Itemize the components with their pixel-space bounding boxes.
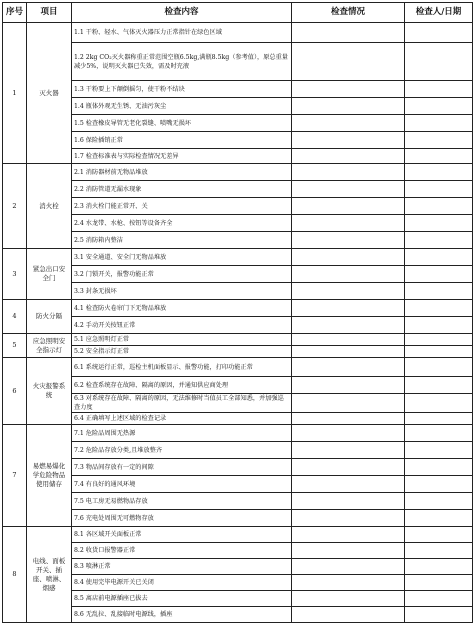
inspector-date-cell[interactable] xyxy=(405,132,473,149)
check-item-content: 1.2 2kg CO₂灭火器称重正常范围空瓶6.5kg,满瓶8.5kg（参考值），原总重量减少5%，说明灭火器已失效，需及时充液 xyxy=(72,43,292,81)
check-status-cell[interactable] xyxy=(292,23,405,43)
header-inspector: 检查人/日期 xyxy=(405,3,473,23)
inspector-date-cell[interactable] xyxy=(405,249,473,266)
table-row xyxy=(3,591,473,607)
table-row xyxy=(3,510,473,527)
check-status-cell[interactable] xyxy=(292,132,405,149)
check-status-cell[interactable] xyxy=(292,115,405,132)
inspector-date-cell[interactable] xyxy=(405,198,473,215)
check-status-cell[interactable] xyxy=(292,346,405,358)
inspector-date-cell[interactable] xyxy=(405,459,473,476)
group-number: 8 xyxy=(3,527,27,623)
group-item: 火灾报警系统 xyxy=(27,358,72,425)
check-item-content: 1.1 干粉、轻水、气体灭火器压力正常指针在绿色区域 xyxy=(72,23,292,43)
check-status-cell[interactable] xyxy=(292,164,405,181)
inspector-date-cell[interactable] xyxy=(405,81,473,98)
inspector-date-cell[interactable] xyxy=(405,232,473,249)
table-row xyxy=(3,198,473,215)
inspector-date-cell[interactable] xyxy=(405,23,473,43)
inspector-date-cell[interactable] xyxy=(405,591,473,607)
check-item-content: 8.6 无乱拉、乱接临时电源线，插座 xyxy=(72,607,292,623)
table-row xyxy=(3,442,473,459)
check-item-content: 7.1 危险品周围无热源 xyxy=(72,425,292,442)
inspector-date-cell[interactable] xyxy=(405,377,473,394)
table-row xyxy=(3,377,473,394)
inspector-date-cell[interactable] xyxy=(405,493,473,510)
check-status-cell[interactable] xyxy=(292,493,405,510)
inspection-table xyxy=(2,2,473,623)
inspector-date-cell[interactable] xyxy=(405,98,473,115)
table-row xyxy=(3,249,473,266)
header-row xyxy=(3,3,473,23)
table-row xyxy=(3,317,473,334)
check-status-cell[interactable] xyxy=(292,43,405,81)
group-number: 5 xyxy=(3,334,27,358)
check-status-cell[interactable] xyxy=(292,377,405,394)
check-status-cell[interactable] xyxy=(292,334,405,346)
check-item-content: 1.7 检查标准表与实际检查情况无差异 xyxy=(72,149,292,164)
inspector-date-cell[interactable] xyxy=(405,164,473,181)
check-status-cell[interactable] xyxy=(292,459,405,476)
check-item-content: 8.5 离店前电源插座已拔去 xyxy=(72,591,292,607)
group-item: 应急照明安全指示灯 xyxy=(27,334,72,358)
check-status-cell[interactable] xyxy=(292,181,405,198)
check-status-cell[interactable] xyxy=(292,394,405,413)
inspector-date-cell[interactable] xyxy=(405,334,473,346)
inspector-date-cell[interactable] xyxy=(405,413,473,425)
check-status-cell[interactable] xyxy=(292,527,405,543)
check-item-content: 2.3 消火栓门能正常开、关 xyxy=(72,198,292,215)
check-item-content: 3.1 安全通道、安全门无物品堆放 xyxy=(72,249,292,266)
group-number: 4 xyxy=(3,300,27,334)
check-status-cell[interactable] xyxy=(292,510,405,527)
table-body xyxy=(3,23,473,623)
table-row xyxy=(3,23,473,43)
group-item: 易燃易爆化学危险物品使用储存 xyxy=(27,425,72,527)
check-status-cell[interactable] xyxy=(292,425,405,442)
inspector-date-cell[interactable] xyxy=(405,181,473,198)
group-item: 消火栓 xyxy=(27,164,72,249)
table-row xyxy=(3,425,473,442)
check-status-cell[interactable] xyxy=(292,607,405,623)
check-status-cell[interactable] xyxy=(292,215,405,232)
inspector-date-cell[interactable] xyxy=(405,358,473,377)
table-row xyxy=(3,543,473,559)
check-status-cell[interactable] xyxy=(292,266,405,283)
check-item-content: 1.6 保险插销正常 xyxy=(72,132,292,149)
check-item-content: 2.4 水龙带、水枪、按钮等设备齐全 xyxy=(72,215,292,232)
table-row xyxy=(3,300,473,317)
check-item-content: 1.5 检查橡皮导管无老化裂缝、喷嘴无损坏 xyxy=(72,115,292,132)
check-status-cell[interactable] xyxy=(292,591,405,607)
inspector-date-cell[interactable] xyxy=(405,575,473,591)
check-item-content: 7.6 充电处周围无可燃物存放 xyxy=(72,510,292,527)
check-status-cell[interactable] xyxy=(292,559,405,575)
group-number: 1 xyxy=(3,23,27,164)
header-item: 项目 xyxy=(27,3,72,23)
inspector-date-cell[interactable] xyxy=(405,607,473,623)
inspector-date-cell[interactable] xyxy=(405,266,473,283)
check-status-cell[interactable] xyxy=(292,81,405,98)
table-row xyxy=(3,358,473,377)
group-number: 3 xyxy=(3,249,27,300)
inspector-date-cell[interactable] xyxy=(405,346,473,358)
table-row xyxy=(3,334,473,346)
check-status-cell[interactable] xyxy=(292,317,405,334)
inspector-date-cell[interactable] xyxy=(405,476,473,493)
table-row xyxy=(3,394,473,413)
inspector-date-cell[interactable] xyxy=(405,317,473,334)
table-row xyxy=(3,476,473,493)
check-item-content: 6.4 正确填写上述区域的检查记录 xyxy=(72,413,292,425)
group-item: 防火分隔 xyxy=(27,300,72,334)
inspector-date-cell[interactable] xyxy=(405,115,473,132)
check-status-cell[interactable] xyxy=(292,149,405,164)
table-row xyxy=(3,181,473,198)
check-item-content: 5.1 应急照明灯正常 xyxy=(72,334,292,346)
table-row xyxy=(3,607,473,623)
table-row xyxy=(3,164,473,181)
inspection-sheet xyxy=(2,2,472,623)
check-item-content: 2.1 消防器材前无物品堆放 xyxy=(72,164,292,181)
table-row xyxy=(3,493,473,510)
check-status-cell[interactable] xyxy=(292,283,405,300)
check-status-cell[interactable] xyxy=(292,198,405,215)
group-number: 6 xyxy=(3,358,27,425)
check-status-cell[interactable] xyxy=(292,358,405,377)
table-row xyxy=(3,149,473,164)
inspector-date-cell[interactable] xyxy=(405,543,473,559)
table-row xyxy=(3,81,473,98)
table-row xyxy=(3,527,473,543)
check-status-cell[interactable] xyxy=(292,476,405,493)
check-status-cell[interactable] xyxy=(292,543,405,559)
table-row xyxy=(3,413,473,425)
check-item-content: 7.3 物品间存放有一定的间隙 xyxy=(72,459,292,476)
check-item-content: 8.1 各区域开关面板正常 xyxy=(72,527,292,543)
group-item: 紧急出口安全门 xyxy=(27,249,72,300)
check-status-cell[interactable] xyxy=(292,413,405,425)
inspector-date-cell[interactable] xyxy=(405,283,473,300)
inspector-date-cell[interactable] xyxy=(405,442,473,459)
check-item-content: 3.2 门锁开关，报警功能正常 xyxy=(72,266,292,283)
inspector-date-cell[interactable] xyxy=(405,527,473,543)
check-item-content: 2.5 消防箱内整洁 xyxy=(72,232,292,249)
check-item-content: 4.2 手动开关按钮正常 xyxy=(72,317,292,334)
inspector-date-cell[interactable] xyxy=(405,559,473,575)
check-item-content: 6.3 对系统存在故障、隔离的原因，无法维修时当值员工全部知悉，并加强巡查力度 xyxy=(72,394,292,413)
inspector-date-cell[interactable] xyxy=(405,300,473,317)
check-item-content: 8.4 使用完毕电源开关已关闭 xyxy=(72,575,292,591)
check-item-content: 5.2 安全指示灯正常 xyxy=(72,346,292,358)
check-item-content: 7.4 有良好的通风环境 xyxy=(72,476,292,493)
table-row xyxy=(3,575,473,591)
check-item-content: 7.5 电工房无易燃物品存放 xyxy=(72,493,292,510)
header-no: 序号 xyxy=(3,3,27,23)
check-status-cell[interactable] xyxy=(292,575,405,591)
table-row xyxy=(3,459,473,476)
inspector-date-cell[interactable] xyxy=(405,425,473,442)
check-item-content: 6.1 系统运行正常，巡检主机面板显示、报警功能，打印功能正常 xyxy=(72,358,292,377)
group-item: 灭火器 xyxy=(27,23,72,164)
check-item-content: 3.3 封条无损坏 xyxy=(72,283,292,300)
check-item-content: 8.3 喷淋正常 xyxy=(72,559,292,575)
check-status-cell[interactable] xyxy=(292,300,405,317)
group-number: 2 xyxy=(3,164,27,249)
check-item-content: 1.3 干粉要上下颠倒摇匀，使干粉不结块 xyxy=(72,81,292,98)
table-row xyxy=(3,215,473,232)
table-row xyxy=(3,132,473,149)
check-item-content: 8.2 收货口报警器正常 xyxy=(72,543,292,559)
check-item-content: 6.2 检查系统存在故障、隔离的原因，并通知供应商处理 xyxy=(72,377,292,394)
group-number: 7 xyxy=(3,425,27,527)
table-row xyxy=(3,266,473,283)
check-status-cell[interactable] xyxy=(292,232,405,249)
inspector-date-cell[interactable] xyxy=(405,394,473,413)
header-status: 检查情况 xyxy=(292,3,405,23)
inspector-date-cell[interactable] xyxy=(405,149,473,164)
check-item-content: 2.2 消防管道无漏水现象 xyxy=(72,181,292,198)
inspector-date-cell[interactable] xyxy=(405,510,473,527)
group-item: 电线、面板开关、插座、喷淋、烟感 xyxy=(27,527,72,623)
table-row xyxy=(3,43,473,81)
check-status-cell[interactable] xyxy=(292,98,405,115)
inspector-date-cell[interactable] xyxy=(405,215,473,232)
table-row xyxy=(3,115,473,132)
table-row xyxy=(3,283,473,300)
check-item-content: 7.2 危险品存放分类,且堆放整齐 xyxy=(72,442,292,459)
table-row xyxy=(3,232,473,249)
inspector-date-cell[interactable] xyxy=(405,43,473,81)
table-row xyxy=(3,346,473,358)
table-row xyxy=(3,559,473,575)
check-item-content: 4.1 检查防火卷帘门下无物品堆放 xyxy=(72,300,292,317)
check-status-cell[interactable] xyxy=(292,249,405,266)
table-row xyxy=(3,98,473,115)
check-status-cell[interactable] xyxy=(292,442,405,459)
check-item-content: 1.4 瓶体外观无生锈、无油污灰尘 xyxy=(72,98,292,115)
header-content: 检查内容 xyxy=(72,3,292,23)
